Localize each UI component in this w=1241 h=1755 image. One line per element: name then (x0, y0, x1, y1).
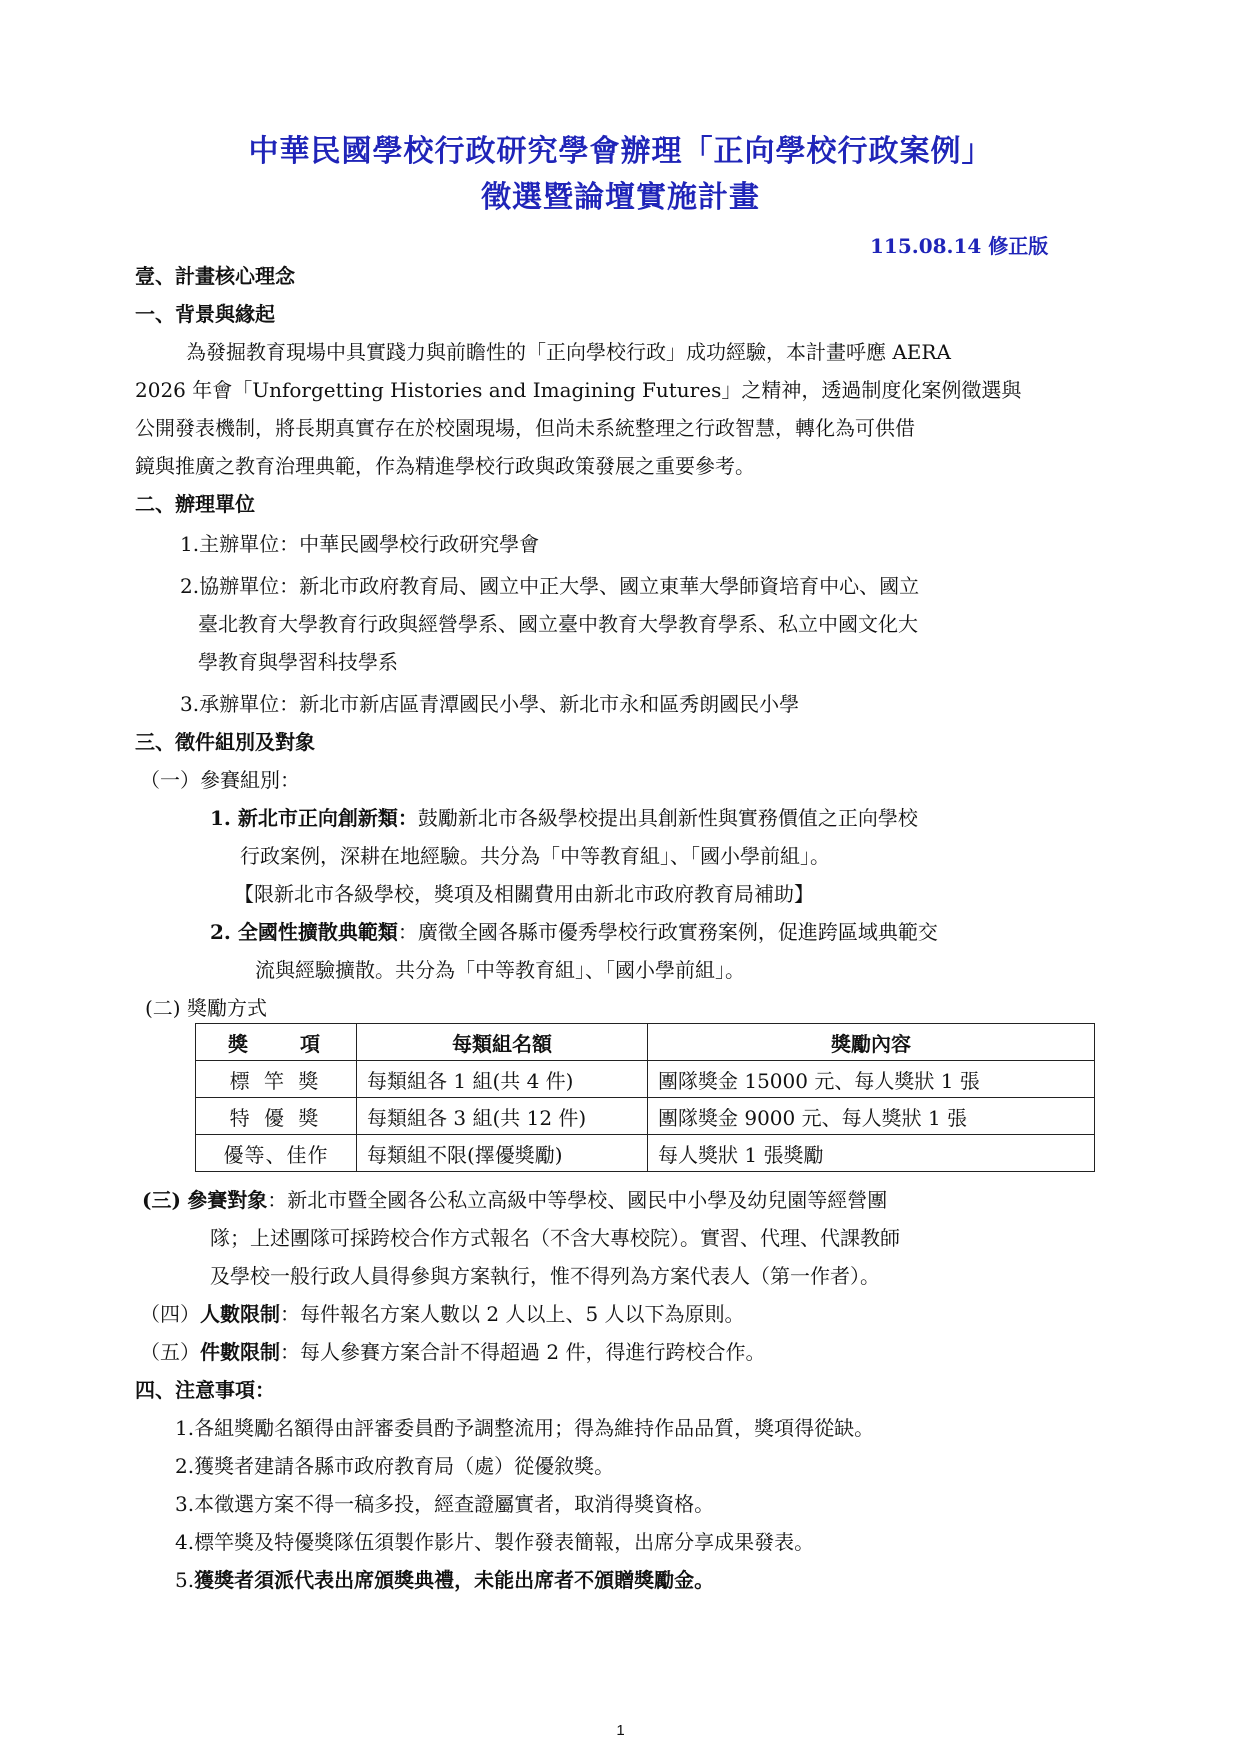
table-header-row (196, 1024, 1095, 1061)
table-cell: 優等、佳作 (196, 1135, 357, 1172)
column-header: 每類組名額 (357, 1024, 648, 1061)
group-label: （五） (140, 1340, 200, 1364)
paragraph-line: 為發掘教育現場中具實踐力與前瞻性的「正向學校行政」成功經驗，本計畫呼應 AERA (186, 340, 951, 364)
table-cell: 團隊獎金 15000 元、每人獎狀 1 張 (648, 1061, 1095, 1098)
headcount-item (140, 1300, 745, 1328)
paragraph-line: 鏡與推廣之教育治理典範，作為精進學校行政與政策發展之重要參考。 (135, 454, 755, 478)
subsection-heading-notes: 四、注意事項： (135, 1378, 275, 1402)
document-title-line1: 中華民國學校行政研究學會辦理「正向學校行政案例」 (248, 134, 993, 169)
note-number: 5. (175, 1568, 195, 1592)
paragraph-line: 公開發表機制，將長期真實存在於校園現場，但尚未系統整理之行政智慧，轉化為可供借 (135, 416, 915, 440)
table-row (196, 1135, 1095, 1172)
participants-item (142, 1186, 887, 1214)
note-text: 獲獎者須派代表出席頒獎典禮，未能出席者不頒贈獎勵金。 (194, 1568, 715, 1592)
category-item-2 (210, 918, 938, 946)
note-item-5 (175, 1566, 714, 1594)
column-header: 獎 項 (196, 1024, 357, 1061)
table-cell: 每類組各 3 組(共 12 件) (357, 1098, 648, 1135)
table-cell: 團隊獎金 9000 元、每人獎狀 1 張 (648, 1098, 1095, 1135)
table-cell: 標 竿 獎 (196, 1061, 357, 1098)
participants-desc: ：新北市暨全國各公私立高級中等學校、國民中小學及幼兒園等經營團 (267, 1188, 888, 1212)
category-name: 1. 新北市正向創新類： (210, 806, 418, 830)
group-label: (三) (142, 1188, 181, 1212)
table-cell: 每類組不限(擇優獎勵) (357, 1135, 648, 1172)
headcount-desc: ：每件報名方案人數以 2 人以上、5 人以下為原則。 (280, 1302, 745, 1326)
note-item: 1.各組獎勵名額得由評審委員酌予調整流用；得為維持作品品質，獎項得從缺。 (175, 1416, 875, 1440)
category-desc-continued: 流與經驗擴散。共分為「中等教育組」、「國小學前組」。 (255, 958, 745, 982)
organizer-item: 1.主辦單位：中華民國學校行政研究學會 (180, 532, 540, 556)
group-label: （一）參賽組別： (140, 768, 300, 792)
group-label: （四） (140, 1302, 200, 1326)
organizer-item-continued: 學教育與學習科技學系 (198, 650, 398, 674)
category-desc-continued: 行政案例，深耕在地經驗。共分為「中等教育組」、「國小學前組」。 (240, 844, 830, 868)
column-header: 獎勵內容 (648, 1024, 1095, 1061)
document-title-line2: 徵選暨論壇實施計畫 (481, 180, 760, 215)
awards-table (195, 1023, 1095, 1172)
note-item: 4.標竿獎及特優獎隊伍須製作影片、製作發表簡報，出席分享成果發表。 (175, 1530, 815, 1554)
entry-limit-desc: ：每人參賽方案合計不得超過 2 件，得進行跨校合作。 (280, 1340, 766, 1364)
subsection-heading-background: 一、背景與緣起 (135, 302, 275, 326)
page-number: 1 (616, 1722, 625, 1739)
table-row (196, 1098, 1095, 1135)
group-label: (二) 獎勵方式 (145, 996, 267, 1020)
subsection-heading-categories: 三、徵件組別及對象 (135, 730, 315, 754)
note-item: 3.本徵選方案不得一稿多投，經查證屬實者，取消得獎資格。 (175, 1492, 715, 1516)
category-desc: ：廣徵全國各縣市優秀學校行政實務案例，促進跨區域典範交 (397, 920, 938, 944)
revision-date: 115.08.14 修正版 (870, 234, 1049, 258)
organizer-item: 3.承辦單位：新北市新店區青潭國民小學、新北市永和區秀朗國民小學 (180, 692, 800, 716)
participants-label: 參賽對象 (187, 1188, 268, 1212)
category-desc: 鼓勵新北市各級學校提出具創新性與實務價值之正向學校 (417, 806, 918, 830)
category-name: 2. 全國性擴散典範類 (210, 920, 398, 944)
headcount-label: 人數限制 (200, 1302, 280, 1326)
entry-limit-item (140, 1338, 765, 1366)
participants-desc-continued: 隊；上述團隊可採跨校合作方式報名（不含大專校院）。實習、代理、代課教師 (210, 1226, 900, 1250)
table-cell: 特 優 獎 (196, 1098, 357, 1135)
organizer-item: 2.協辦單位：新北市政府教育局、國立中正大學、國立東華大學師資培育中心、國立 (180, 574, 920, 598)
paragraph-line: 2026 年會「Unforgetting Histories and Imagining Futures」之精神，透過制度化案例徵選與 (135, 378, 1022, 402)
section-heading: 壹、計畫核心理念 (135, 264, 295, 288)
table-cell: 每類組各 1 組(共 4 件) (357, 1061, 648, 1098)
category-note: 【限新北市各級學校，獎項及相關費用由新北市政府教育局補助】 (234, 882, 814, 906)
category-item-1 (210, 804, 918, 832)
table-row (196, 1061, 1095, 1098)
subsection-heading-organizers: 二、辦理單位 (135, 492, 255, 516)
table-cell: 每人獎狀 1 張獎勵 (648, 1135, 1095, 1172)
note-item: 2.獲獎者建請各縣市政府教育局（處）從優敘獎。 (175, 1454, 615, 1478)
entry-limit-label: 件數限制 (200, 1340, 280, 1364)
organizer-item-continued: 臺北教育大學教育行政與經營學系、國立臺中教育大學教育學系、私立中國文化大 (198, 612, 918, 636)
participants-desc-continued: 及學校一般行政人員得參與方案執行，惟不得列為方案代表人（第一作者）。 (210, 1264, 880, 1288)
